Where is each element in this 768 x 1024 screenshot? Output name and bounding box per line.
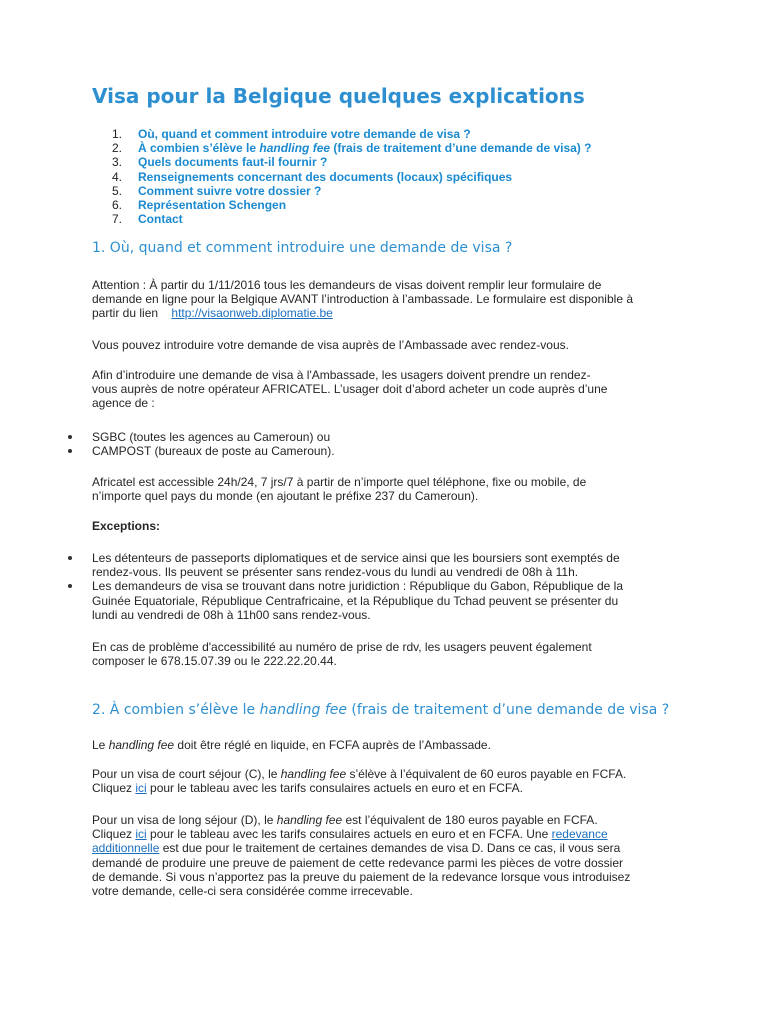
toc-link[interactable]: Où, quand et comment introduire votre demande de visa ? xyxy=(138,127,471,141)
text-span: Pour un visa de court séjour (C), le xyxy=(92,767,281,781)
toc-link[interactable]: Quels documents faut-il fournir ? xyxy=(138,155,328,170)
list-item xyxy=(68,551,664,579)
text-line: votre demande, celle-ci sera considérée comme irrecevable. xyxy=(92,884,413,899)
toc-item[interactable] xyxy=(112,198,591,212)
attention-paragraph xyxy=(92,278,692,321)
text-line: rendez-vous. Ils peuvent se présenter sans rendez-vous du lundi au vendredi de 08h à 11h. xyxy=(92,565,579,580)
toc-link[interactable] xyxy=(138,141,591,155)
toc-item[interactable] xyxy=(112,212,591,226)
short-stay-paragraph xyxy=(92,767,692,795)
text-line xyxy=(92,813,692,827)
list-item xyxy=(68,444,664,458)
visaonweb-link[interactable]: http://visaonweb.diplomatie.be xyxy=(171,306,333,321)
toc-link-text: (frais de traitement d’une demande de visa) ? xyxy=(330,141,592,156)
text-line: composer le 678.15.07.39 ou le 222.22.20.44. xyxy=(92,654,337,669)
heading-emphasis: handling fee xyxy=(259,702,347,718)
text-line: Les détenteurs de passeports diplomatiques et de service ainsi que les boursiers sont exemptés de xyxy=(92,551,620,565)
list-item xyxy=(68,579,664,622)
page-title: Visa pour la Belgique quelques explications xyxy=(92,84,585,108)
text-emphasis: handling fee xyxy=(276,813,343,827)
text-span: Cliquez xyxy=(92,781,136,796)
section-1-heading: 1. Où, quand et comment introduire une demande de visa ? xyxy=(92,240,513,256)
text-line xyxy=(92,841,692,855)
text-line: Afin d’introduire une demande de visa à l'Ambassade, les usagers doivent prendre un rendez- xyxy=(92,368,591,382)
bullet-icon xyxy=(68,435,72,439)
toc-number: 5. xyxy=(112,183,123,198)
section-2-heading xyxy=(92,702,669,718)
long-stay-paragraph xyxy=(92,813,692,898)
text-span: Cliquez xyxy=(92,827,136,842)
toc-link[interactable]: Renseignements concernant des documents (locaux) spécifiques xyxy=(138,169,513,184)
text-line: vous auprès de notre opérateur AFRICATEL. L’usager doit d’abord acheter un code auprès d’une xyxy=(92,382,608,397)
handling-fee-paragraph xyxy=(92,738,692,752)
toc-number: 3. xyxy=(112,155,123,170)
text-span: est due pour le traitement de certaines demandes de visa D. Dans ce cas, il vous sera xyxy=(159,841,621,856)
toc-item[interactable] xyxy=(112,170,591,184)
text-span: pour le tableau avec les tarifs consulaires actuels en euro et en FCFA. Une xyxy=(146,827,552,842)
tariff-link[interactable]: ici xyxy=(135,827,147,842)
bullet-icon xyxy=(68,449,72,453)
text-emphasis: handling fee xyxy=(108,738,175,752)
toc-number: 1. xyxy=(112,127,123,141)
text-span: s’élève à l’équivalent de 60 euros payable en FCFA. xyxy=(346,767,627,781)
toc-link-text: À combien s’élève le xyxy=(138,141,260,156)
text-line: Guinée Equatoriale, République Centrafricaine, et la République du Tchad peuvent se présenter du xyxy=(92,593,619,608)
text-line xyxy=(92,306,692,320)
text-span: pour le tableau avec les tarifs consulaires actuels en euro et en FCFA. xyxy=(146,781,523,796)
bullet-icon xyxy=(68,556,72,560)
toc-number: 6. xyxy=(112,198,123,213)
text-line xyxy=(92,767,692,781)
text-span: doit être réglé en liquide, en FCFA auprès de l’Ambassade. xyxy=(174,738,491,752)
text-line: n’importe quel pays du monde (en ajoutant le préfixe 237 du Cameroun). xyxy=(92,489,479,504)
text-span: est l’équivalent de 180 euros payable en FCFA. xyxy=(342,813,598,827)
list-item-text: CAMPOST (bureaux de poste au Cameroun). xyxy=(92,444,335,459)
bullet-icon xyxy=(68,584,72,588)
rdv-problem-paragraph xyxy=(92,640,692,668)
text-line xyxy=(92,827,692,841)
text-span: partir du lien xyxy=(92,306,159,321)
redevance-link[interactable]: additionnelle xyxy=(92,841,160,856)
toc-link[interactable]: Comment suivre votre dossier ? xyxy=(138,183,322,198)
exceptions-label: Exceptions: xyxy=(92,519,161,533)
list-item xyxy=(68,430,664,444)
toc-item[interactable] xyxy=(112,141,591,155)
text-line: Africatel est accessible 24h/24, 7 jrs/7 à partir de n’importe quel téléphone, fixe ou mobile, de xyxy=(92,475,587,489)
heading-text: 2. À combien s’élève le xyxy=(92,702,260,718)
text-line: Les demandeurs de visa se trouvant dans notre juridiction : République du Gabon, République de la xyxy=(92,579,624,594)
text-line: demande en ligne pour la Belgique AVANT l’introduction à l’ambassade. Le formulaire est disponible à xyxy=(92,292,633,307)
table-of-contents xyxy=(112,127,591,226)
toc-number: 7. xyxy=(112,212,123,227)
africatel-paragraph xyxy=(92,368,692,411)
toc-item[interactable] xyxy=(112,127,591,141)
toc-link[interactable]: Représentation Schengen xyxy=(138,198,287,213)
text-emphasis: handling fee xyxy=(280,767,347,781)
exceptions-list xyxy=(68,551,664,622)
toc-link-emphasis: handling fee xyxy=(259,141,331,156)
list-item-text: SGBC (toutes les agences au Cameroun) ou xyxy=(92,430,331,444)
toc-item[interactable] xyxy=(112,184,591,198)
tariff-link[interactable]: ici xyxy=(135,781,147,796)
text-span: Le xyxy=(92,738,109,752)
text-line: demandé de produire une preuve de paiement de cette redevance parmi les pièces de votre dossier xyxy=(92,855,623,870)
redevance-link[interactable]: redevance xyxy=(551,827,608,842)
text-line: En cas de problème d'accessibilité au numéro de prise de rdv, les usagers peuvent également xyxy=(92,640,592,654)
text-line: de demande. Si vous n’apportez pas la preuve du paiement de la redevance lorsque vous introduisez xyxy=(92,869,631,884)
toc-number: 2. xyxy=(112,141,123,156)
toc-item[interactable] xyxy=(112,155,591,169)
toc-number: 4. xyxy=(112,169,123,184)
text-line: lundi au vendredi de 08h à 11h00 sans rendez-vous. xyxy=(92,607,371,622)
heading-text: (frais de traitement d’une demande de visa ? xyxy=(346,702,670,718)
text-line: agence de : xyxy=(92,396,155,411)
agency-list xyxy=(68,430,664,458)
toc-link[interactable]: Contact xyxy=(138,212,183,227)
text-line xyxy=(92,781,692,795)
text-line: Attention : À partir du 1/11/2016 tous les demandeurs de visas doivent remplir leur formulaire de xyxy=(92,278,602,292)
appointment-paragraph: Vous pouvez introduire votre demande de visa auprès de l’Ambassade avec rendez-vous. xyxy=(92,338,569,352)
africatel-access-paragraph xyxy=(92,475,692,503)
text-span: Pour un visa de long séjour (D), le xyxy=(92,813,277,827)
